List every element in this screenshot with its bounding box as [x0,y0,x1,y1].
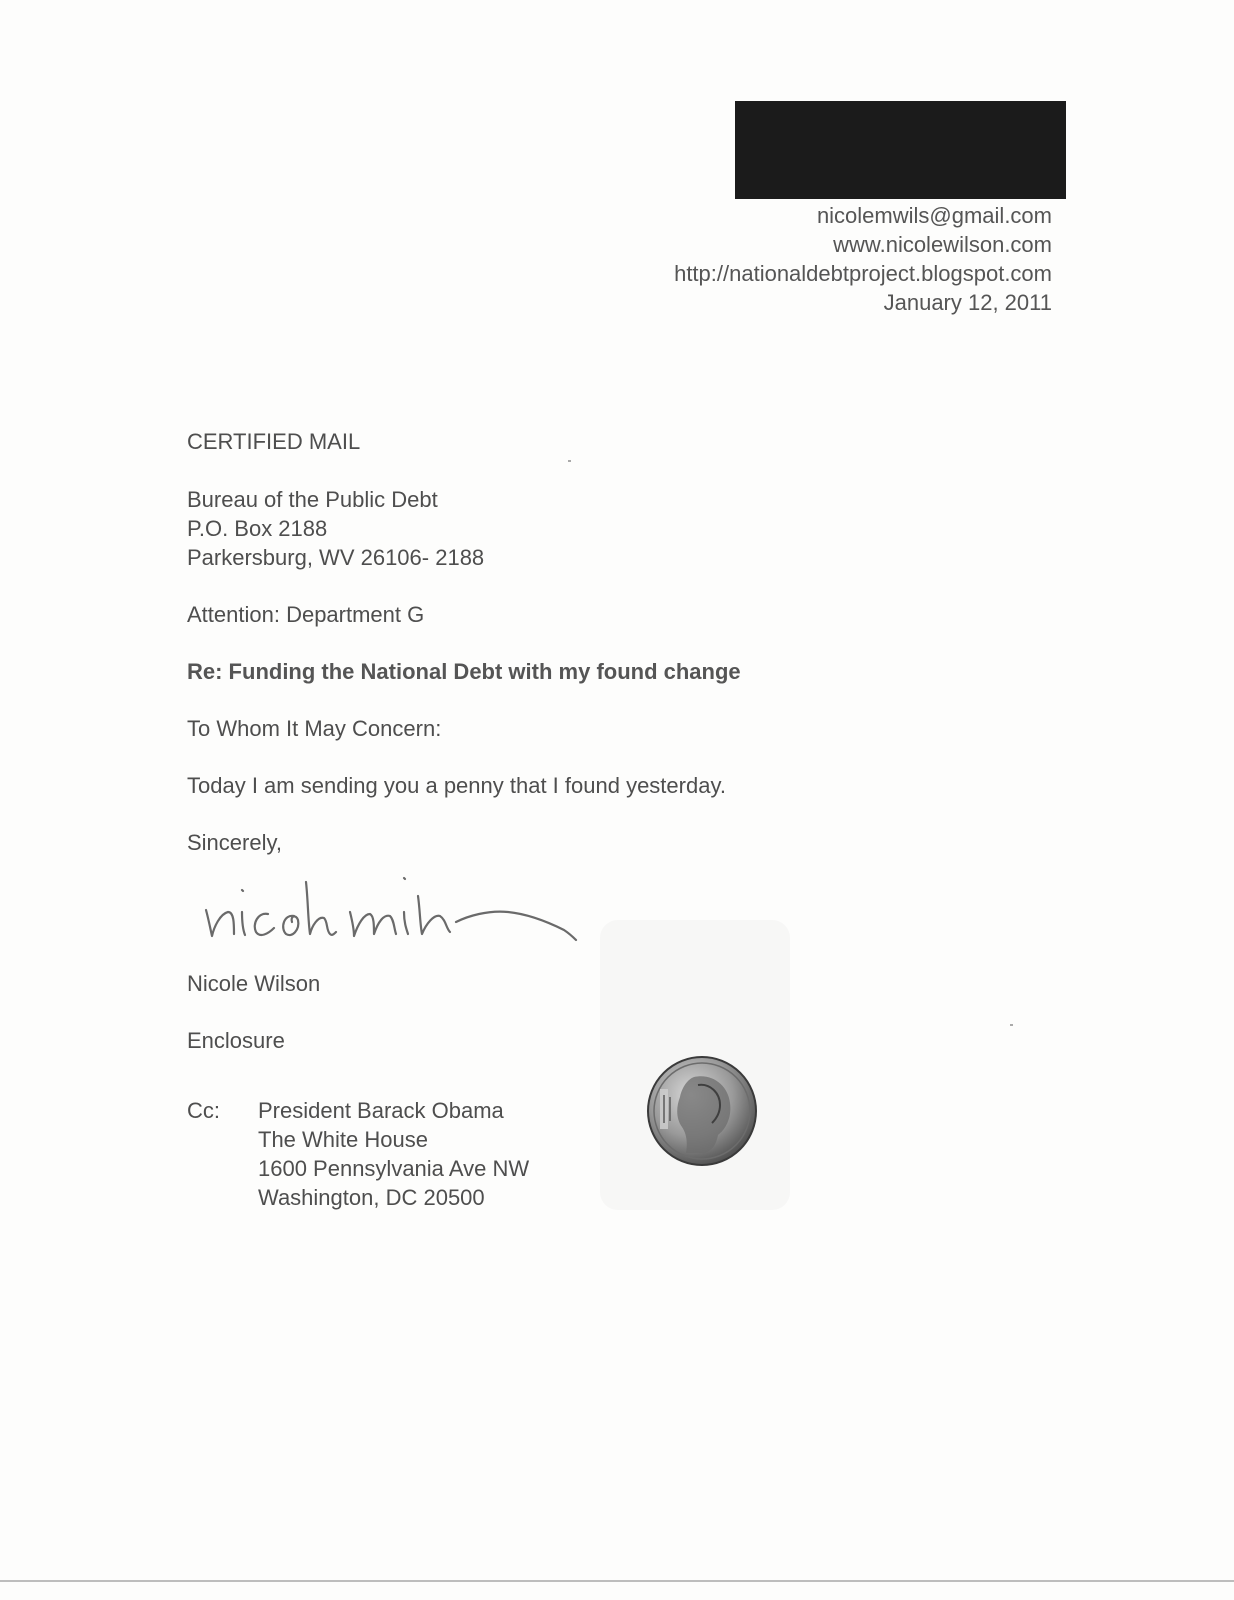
scan-speck [1010,1024,1013,1026]
page-bottom-edge [0,1580,1234,1582]
cc-street: 1600 Pennsylvania Ave NW [258,1156,530,1181]
penny-coin-image [646,1055,758,1167]
handwritten-signature [198,872,598,962]
letter-body: Today I am sending you a penny that I found yesterday. [187,773,726,798]
sender-blog: http://nationaldebtproject.blogspot.com [674,261,1052,286]
cc-label: Cc: [187,1098,220,1123]
salutation: To Whom It May Concern: [187,716,442,741]
recipient-po-box: P.O. Box 2188 [187,516,328,541]
cc-city: Washington, DC 20500 [258,1185,485,1210]
letter-date: January 12, 2011 [883,290,1052,315]
recipient-name: Bureau of the Public Debt [187,487,438,512]
sender-contact-block [674,201,1052,317]
mail-type: CERTIFIED MAIL [187,429,361,454]
cc-name: President Barack Obama [258,1098,504,1123]
recipient-city: Parkersburg, WV 26106- 2188 [187,545,485,570]
cc-org: The White House [258,1127,428,1152]
subject-line: Re: Funding the National Debt with my found change [187,659,741,684]
attention-line: Attention: Department G [187,602,425,627]
closing: Sincerely, [187,830,282,855]
sender-website: www.nicolewilson.com [833,232,1052,257]
sender-email: nicolemwils@gmail.com [816,203,1052,228]
redaction-block [735,101,1066,199]
enclosure-note: Enclosure [187,1028,285,1053]
scan-speck [568,460,571,462]
signer-name: Nicole Wilson [187,971,321,996]
cc-address-block [258,1096,529,1212]
